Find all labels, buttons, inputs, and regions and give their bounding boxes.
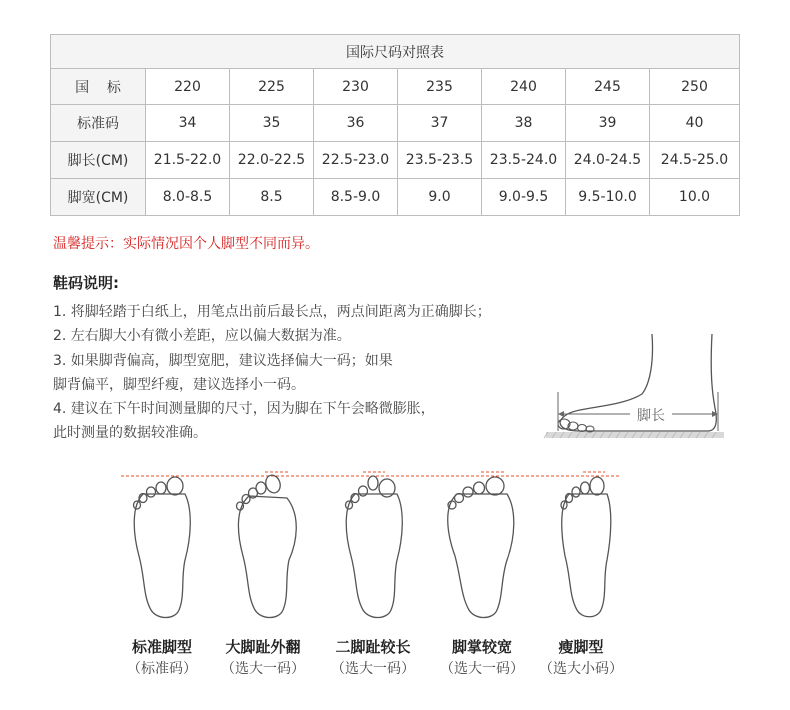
table-cell: 235 [398, 69, 482, 105]
table-cell: 245 [566, 69, 650, 105]
table-cell: 39 [566, 105, 650, 142]
table-cell: 8.5 [230, 179, 314, 216]
arrow-left [558, 411, 564, 417]
table-cell: 35 [230, 105, 314, 142]
instruction-line: 1. 将脚轻踏于白纸上，用笔点出前后最长点，两点间距离为正确脚长； [53, 304, 491, 320]
table-cell: 230 [314, 69, 398, 105]
row-label: 国 标 [51, 69, 146, 105]
table-cell: 9.5-10.0 [566, 179, 650, 216]
table-cell: 24.5-25.0 [650, 142, 740, 179]
foot-slim [561, 477, 611, 617]
row-label: 标准码 [51, 105, 146, 142]
foot-standard [134, 477, 191, 618]
foot-type-bunion [208, 636, 318, 680]
instruction-line: 4. 建议在下午时间测量脚的尺寸，因为脚在下午会略微膨胀， [53, 401, 435, 418]
row-label: 脚宽(CM) [51, 179, 146, 216]
table-cell: 37 [398, 105, 482, 142]
foot-bunion [237, 473, 297, 617]
foot-type-advice: （选大一码） [221, 661, 305, 677]
foot-type-name: 瘦脚型 [558, 638, 604, 656]
foot-types-illustration [115, 464, 630, 624]
table-cell: 23.5-23.5 [398, 142, 482, 179]
foot-type-standard [107, 636, 217, 680]
row-label: 脚长(CM) [51, 142, 146, 179]
foot-type-advice: （选大一码） [331, 661, 415, 677]
foot-type-long-second-toe [318, 636, 428, 680]
instruction-line: 脚背偏平，脚型纤瘦，建议选择小一码。 [53, 376, 305, 393]
table-cell: 225 [230, 69, 314, 105]
table-cell: 250 [650, 69, 740, 105]
table-cell: 240 [482, 69, 566, 105]
foot-type-slim [526, 636, 636, 680]
foot-type-name: 二脚趾较长 [335, 638, 411, 656]
foot-type-name: 标准脚型 [131, 638, 192, 656]
table-cell: 40 [650, 105, 740, 142]
table-cell: 22.0-22.5 [230, 142, 314, 179]
foot-type-wide [427, 636, 537, 680]
table-cell: 9.0-9.5 [482, 179, 566, 216]
table-cell: 9.0 [398, 179, 482, 216]
size-chart-table [50, 34, 740, 216]
instruction-line: 3. 如果脚背偏高，脚型宽肥，建议选择偏大一码；如果 [53, 352, 393, 369]
instruction-line: 此时测量的数据较准确。 [53, 425, 207, 442]
table-cell: 21.5-22.0 [146, 142, 230, 179]
foot-long-second-toe [346, 476, 403, 618]
foot-type-name: 脚掌较宽 [451, 638, 512, 656]
measure-label: 脚长 [637, 408, 665, 424]
warning-note: 温馨提示：实际情况因个人脚型不同而异。 [53, 236, 319, 252]
table-title: 国际尺码对照表 [51, 35, 740, 69]
section-title: 鞋码说明: [53, 274, 119, 292]
table-cell: 38 [482, 105, 566, 142]
instructions [53, 300, 573, 446]
foot-type-advice: （选大小码） [539, 661, 623, 677]
table-cell: 10.0 [650, 179, 740, 216]
table-cell: 22.5-23.0 [314, 142, 398, 179]
foot-type-advice: （标准码） [127, 661, 197, 677]
table-cell: 8.5-9.0 [314, 179, 398, 216]
toes [558, 419, 594, 432]
table-cell: 24.0-24.5 [566, 142, 650, 179]
table-cell: 8.0-8.5 [146, 179, 230, 216]
foot-type-name: 大脚趾外翻 [225, 638, 301, 656]
table-cell: 220 [146, 69, 230, 105]
arrow-right [712, 411, 718, 417]
foot-measure-illustration [540, 332, 730, 450]
foot-wide [448, 477, 514, 618]
table-cell: 23.5-24.0 [482, 142, 566, 179]
table-cell: 34 [146, 105, 230, 142]
foot-type-advice: （选大一码） [440, 661, 524, 677]
table-cell: 36 [314, 105, 398, 142]
instruction-line: 2. 左右脚大小有微小差距，应以偏大数据为准。 [53, 328, 351, 345]
